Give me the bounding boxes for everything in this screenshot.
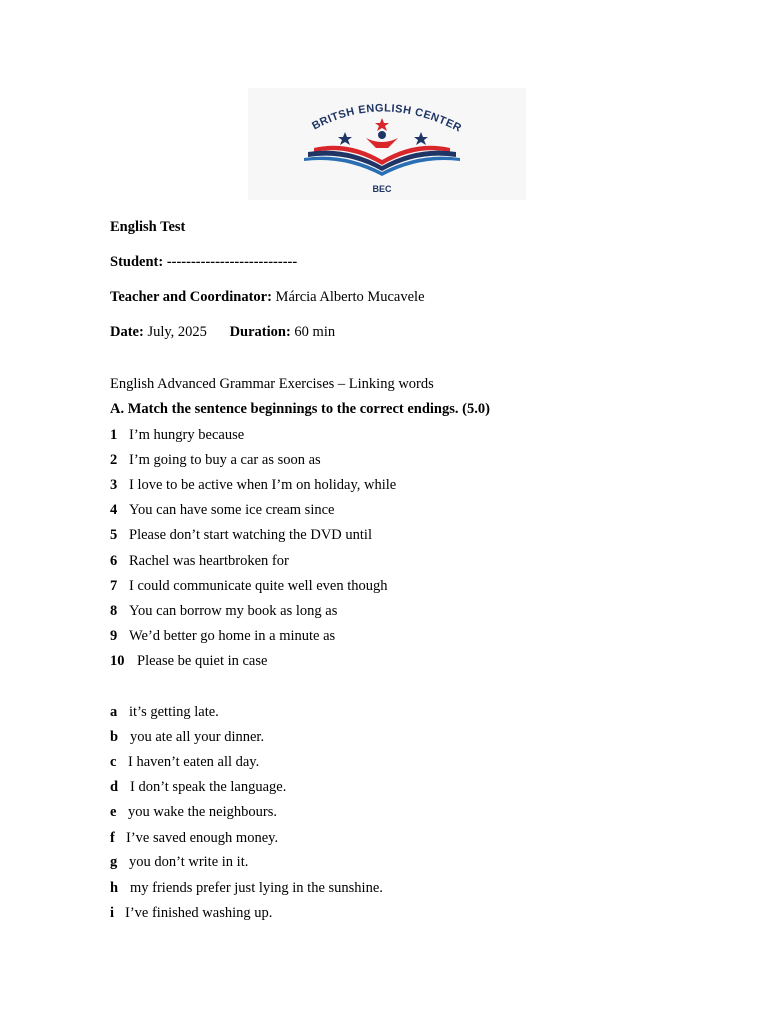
logo-star-center — [375, 118, 389, 131]
exercise-instruction: A. Match the sentence beginnings to the correct endings. (5.0) — [110, 401, 490, 417]
beginning-text: I love to be active when I’m on holiday, while — [129, 477, 397, 493]
ending-letter: g — [110, 854, 118, 870]
exercise-subtitle: English Advanced Grammar Exercises – Linking words — [110, 376, 434, 392]
ending-item — [110, 778, 286, 796]
ending-letter: i — [110, 905, 115, 921]
ending-item — [110, 803, 277, 821]
logo-abbr: BEC — [372, 184, 392, 194]
logo-graphic — [248, 88, 526, 200]
beginning-text: Please be quiet in case — [137, 653, 268, 669]
beginning-item — [110, 526, 372, 544]
beginning-item — [110, 426, 244, 444]
ending-text: you don’t write in it. — [129, 854, 249, 870]
ending-text: it’s getting late. — [129, 704, 219, 720]
logo-arc-text: BRITSH ENGLISH CENTER — [310, 102, 464, 135]
beginning-number: 1 — [110, 427, 118, 443]
ending-text: you wake the neighbours. — [128, 804, 277, 820]
ending-text: I’ve finished washing up. — [125, 905, 273, 921]
ending-item — [110, 879, 383, 897]
beginning-item — [110, 552, 289, 570]
beginning-item — [110, 627, 335, 645]
beginning-number: 3 — [110, 477, 118, 493]
beginning-text: I’m hungry because — [129, 427, 245, 443]
beginning-text: Rachel was heartbroken for — [129, 553, 289, 569]
beginning-item — [110, 577, 388, 595]
beginning-number: 7 — [110, 578, 118, 594]
beginning-text: You can borrow my book as long as — [129, 603, 338, 619]
beginning-item — [110, 501, 334, 519]
ending-letter: f — [110, 830, 115, 846]
beginning-text: We’d better go home in a minute as — [129, 628, 336, 644]
student-label: Student: — [110, 254, 164, 270]
ending-text: my friends prefer just lying in the sunshine. — [130, 880, 383, 896]
beginning-number: 5 — [110, 527, 118, 543]
student-line — [110, 253, 297, 271]
logo-star-right — [414, 132, 428, 145]
svg-text:BRITSH ENGLISH CENTER — [310, 102, 463, 134]
logo-star-left — [338, 132, 352, 145]
beginning-number: 9 — [110, 628, 118, 644]
ending-item — [110, 904, 272, 922]
ending-item — [110, 829, 278, 847]
logo-figure-head — [378, 131, 386, 139]
teacher-value: Márcia Alberto Mucavele — [275, 289, 425, 305]
logo-figure-arms — [366, 138, 398, 148]
beginning-number: 2 — [110, 452, 118, 468]
school-logo — [248, 88, 526, 200]
ending-letter: h — [110, 880, 119, 896]
ending-text: I’ve saved enough money. — [126, 830, 279, 846]
ending-letter: c — [110, 754, 117, 770]
beginning-text: You can have some ice cream since — [129, 502, 335, 518]
beginning-number: 10 — [110, 653, 125, 669]
beginning-number: 8 — [110, 603, 118, 619]
ending-item — [110, 853, 248, 871]
duration-value: 60 min — [294, 324, 336, 340]
teacher-label: Teacher and Coordinator: — [110, 289, 272, 305]
ending-letter: d — [110, 779, 119, 795]
beginning-item — [110, 602, 337, 620]
ending-text: you ate all your dinner. — [130, 729, 265, 745]
ending-letter: e — [110, 804, 117, 820]
date-label: Date: — [110, 324, 144, 340]
ending-text: I don’t speak the language. — [130, 779, 287, 795]
teacher-line — [110, 288, 425, 306]
beginning-text: I could communicate quite well even though — [129, 578, 388, 594]
beginning-number: 6 — [110, 553, 118, 569]
beginning-text: Please don’t start watching the DVD until — [129, 527, 372, 543]
date-value: July, 2025 — [147, 324, 207, 340]
ending-letter: b — [110, 729, 119, 745]
beginning-item — [110, 652, 267, 670]
beginning-text: I’m going to buy a car as soon as — [129, 452, 321, 468]
ending-item — [110, 728, 264, 746]
duration-label: Duration: — [229, 324, 291, 340]
ending-item — [110, 753, 259, 771]
ending-letter: a — [110, 704, 118, 720]
beginning-item — [110, 476, 396, 494]
beginning-item — [110, 451, 321, 469]
date-line — [110, 323, 335, 341]
ending-text: I haven’t eaten all day. — [128, 754, 260, 770]
page-title: English Test — [110, 219, 186, 235]
student-value: --------------------------- — [166, 254, 298, 270]
ending-item — [110, 703, 219, 721]
beginning-number: 4 — [110, 502, 118, 518]
